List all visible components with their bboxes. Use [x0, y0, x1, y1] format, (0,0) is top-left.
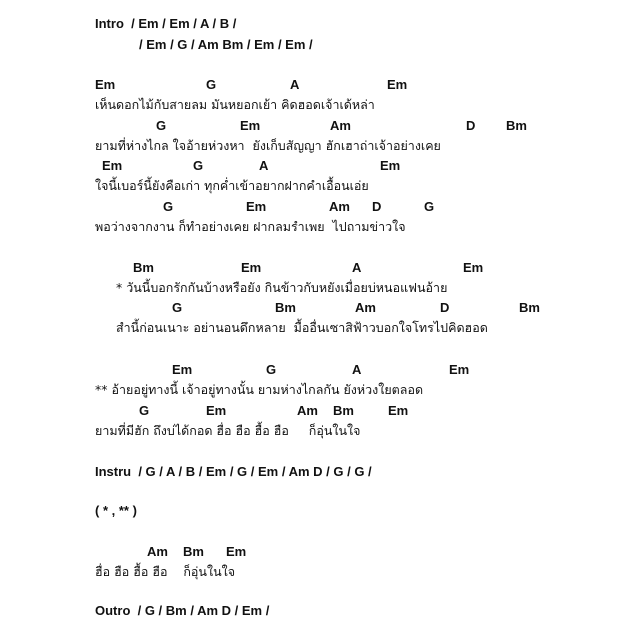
chord-label: Em	[463, 260, 484, 275]
chord-label: Em	[380, 158, 401, 173]
lyric-line: เห็นดอกไม้กับสายลม มันหยอกเย้า คิดฮอดเจ้าเด้หล่า	[95, 97, 375, 112]
chord-label: A	[290, 77, 300, 92]
chord-label: Bm	[333, 403, 354, 418]
chord-label: Em	[240, 118, 261, 133]
chord-label: Am	[329, 199, 350, 214]
instru-line: Instru / G / A / B / Em / G / Em / Am D / G / G /	[95, 464, 372, 479]
lyric-line: ยามที่ห่างไกล ใจอ้ายห่วงหา ยังเก็บสัญญา ฮักเฮาถ่าเจ้าอย่างเคย	[95, 138, 441, 153]
lyric-line: * วันนี้บอกรักกันบ้างหรือยัง กินข้าวกับหยังเมื่อยบ่หนอแฟนอ้าย	[116, 280, 448, 295]
chord-label: D	[440, 300, 450, 315]
chord-label: G	[172, 300, 183, 315]
chord-label: Bm	[183, 544, 204, 559]
chord-label: Bm	[519, 300, 540, 315]
chord-label: Em	[388, 403, 409, 418]
chord-label: G	[139, 403, 150, 418]
chord-label: Am	[355, 300, 376, 315]
chord-label: Em	[206, 403, 227, 418]
outro-line: Outro / G / Bm / Am D / Em /	[95, 603, 270, 618]
chord-label: A	[352, 362, 362, 377]
repeat-marker: ( * , ** )	[95, 503, 137, 518]
chord-label: G	[156, 118, 167, 133]
lyric-line: ยามที่มีฮัก ถึงบ่ได้กอด ฮื่อ ฮือ ฮื้อ ฮือ ก็อุ่นในใจ	[95, 423, 361, 438]
chord-label: G	[193, 158, 204, 173]
chord-label: D	[372, 199, 382, 214]
chord-label: Em	[387, 77, 408, 92]
lyric-line: ใจนี้เบอร์นี้ยังคือเก่า ทุกค่ำเข้าอยากฝากคำเอื้อนเอ่ย	[95, 178, 369, 193]
chord-label: Em	[226, 544, 247, 559]
chord-label: A	[259, 158, 269, 173]
chord-label: Bm	[275, 300, 296, 315]
chord-label: Em	[102, 158, 123, 173]
chord-label: Am	[297, 403, 318, 418]
chord-label: Em	[172, 362, 193, 377]
chord-label: Am	[330, 118, 351, 133]
chord-label: G	[266, 362, 277, 377]
lyric-line: สำนี้ก่อนเนาะ อย่านอนดึกหลาย มื้ออื่นเซาสิฟ้าวบอกใจโทรไปคิดฮอด	[116, 320, 488, 335]
chord-label: D	[466, 118, 476, 133]
chord-label: Em	[449, 362, 470, 377]
chord-label: Em	[241, 260, 262, 275]
chord-label: Bm	[133, 260, 154, 275]
lyric-line: พอว่างจากงาน ก็ทำอย่างเคย ฝากลมรำเพย ไปถามข่าวใจ	[95, 219, 406, 234]
chord-label: Bm	[506, 118, 527, 133]
chord-label: G	[206, 77, 217, 92]
lyric-line: ฮื่อ ฮือ ฮื้อ ฮือ ก็อุ่นในใจ	[95, 564, 236, 579]
lyric-line: ** อ้ายอยู่ทางนี้ เจ้าอยู่ทางนั้น ยามห่างไกลกัน ยังห่วงใยตลอด	[95, 382, 424, 397]
chord-label: A	[352, 260, 362, 275]
chord-label: Em	[95, 77, 116, 92]
intro-line-1: Intro / Em / Em / A / B /	[95, 16, 237, 31]
intro-line-2: / Em / G / Am Bm / Em / Em /	[139, 37, 313, 52]
chord-label: G	[424, 199, 435, 214]
chord-label: Am	[147, 544, 168, 559]
chord-label: Em	[246, 199, 267, 214]
chord-label: G	[163, 199, 174, 214]
